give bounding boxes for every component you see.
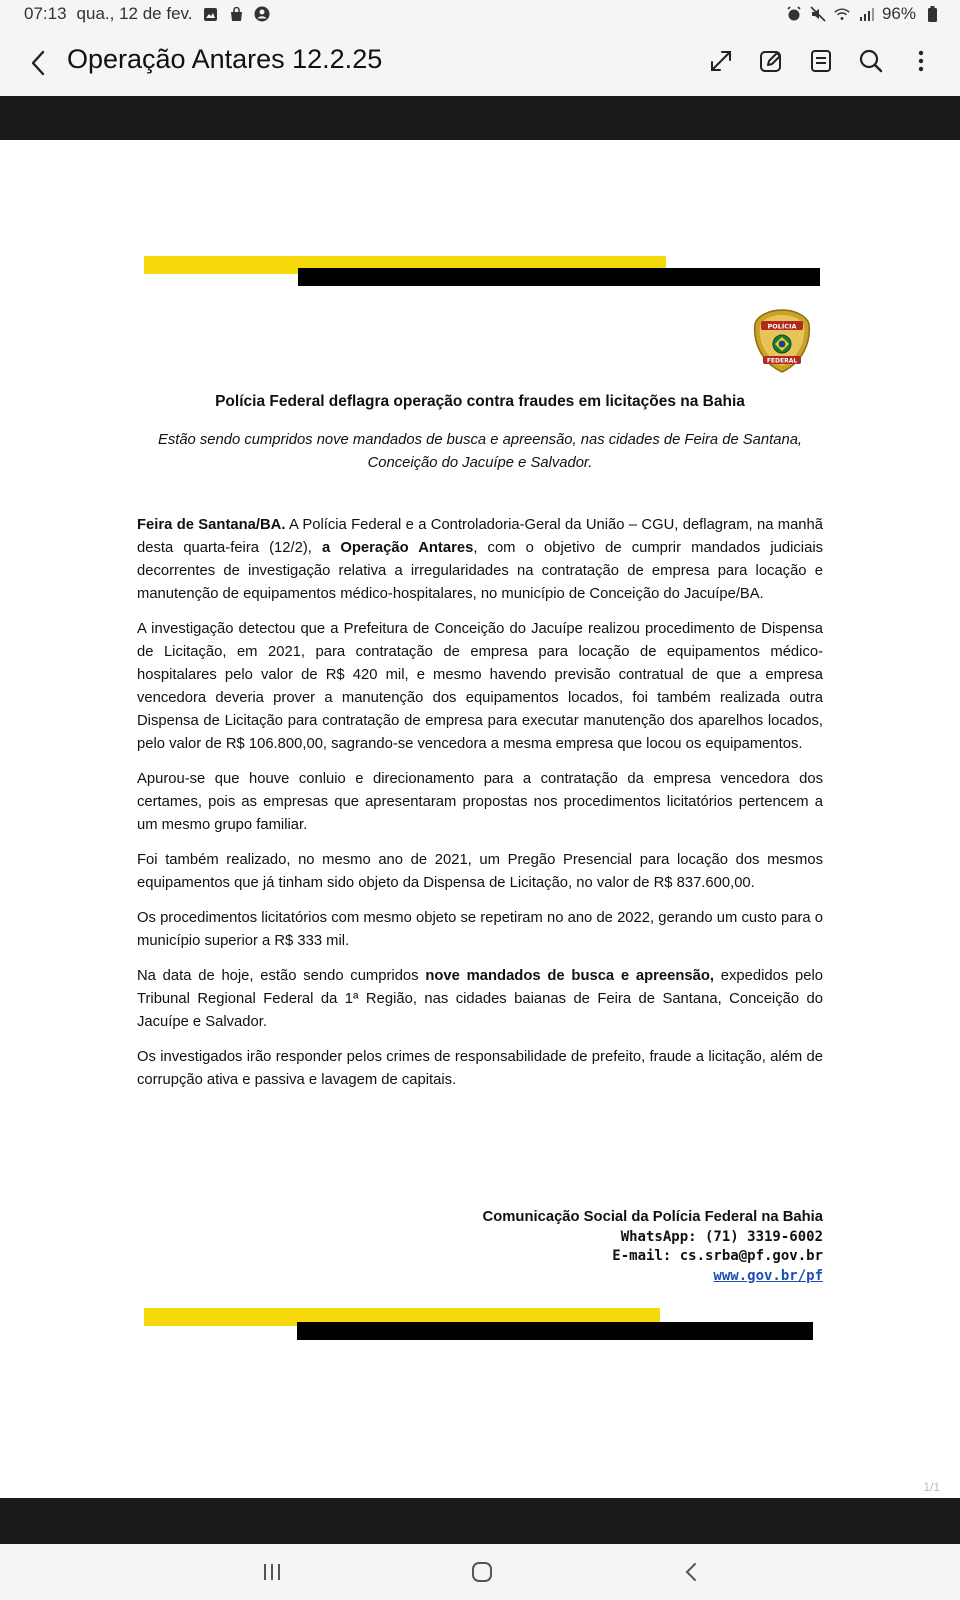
search-icon	[858, 48, 884, 74]
contact-website-link[interactable]: www.gov.br/pf	[713, 1267, 823, 1284]
dateline: Feira de Santana/BA.	[137, 517, 286, 533]
press-release-body	[137, 514, 823, 1104]
operation-name: a Operação Antares	[322, 540, 474, 556]
app-bar	[0, 30, 960, 96]
paragraph-5: Os procedimentos licitatórios com mesmo objeto se repetiram no ano de 2022, gerando um custo para o município superior a R$ 333 mil.	[137, 910, 823, 949]
paragraph-7: Os investigados irão responder pelos crimes de responsabilidade de prefeito, fraude a licitação, além de corrupção ativa e passiva e lavagem de capitais.	[137, 1049, 823, 1088]
paragraph-6: Na data de hoje, estão sendo cumpridos nove mandados de busca e apreensão, expedidos pelo Tribunal Regional Federal da 1ª Região, nas cidades baianas de Feira de Santana, Conceição do Jacuípe e Salvador.	[137, 968, 823, 1030]
footer-black-stripe	[297, 1322, 813, 1340]
system-navigation-bar	[0, 1544, 960, 1600]
paragraph-2: A investigação detectou que a Prefeitura de Conceição do Jacuípe realizou procedimento de Dispensa de Licitação, em 2021, para contratação de empresa para locação de equipamentos médico-hospitalares pelo valor de R$ 420 mil, e mesmo havendo previsão contratual de que a empresa vencedora deveria prover a manutenção dos equipamentos locados, foi também realizada outra Dispensa de Licitação para contratação de empresa para executar manutenção dos aparelhos locados, pelo valor de R$ 106.800,00, sagrando-se vencedora a mesma empresa que locou os equipamentos.	[137, 621, 823, 752]
policia-federal-emblem	[753, 308, 811, 374]
reader-mode-button[interactable]	[806, 46, 836, 76]
alarm-icon	[786, 6, 802, 22]
search-button[interactable]	[856, 46, 886, 76]
header-black-stripe	[298, 268, 820, 286]
status-bar	[0, 0, 960, 30]
edit-button[interactable]	[756, 46, 786, 76]
emblem-top-text: POLÍCIA	[767, 322, 797, 331]
paragraph-4: Foi também realizado, no mesmo ano de 2021, um Pregão Presencial para locação dos mesmos equipamentos que já tinham sido objeto da Dispensa de Licitação, no valor de R$ 837.600,00.	[137, 852, 823, 891]
back-chevron-icon	[680, 1560, 704, 1584]
back-arrow-icon	[24, 46, 54, 80]
recent-apps-button[interactable]	[252, 1556, 292, 1588]
back-button[interactable]	[24, 46, 54, 80]
edit-icon	[758, 48, 784, 74]
more-vertical-icon	[908, 48, 934, 74]
warrants-highlight: nove mandados de busca e apreensão,	[425, 968, 715, 984]
page-indicator: 1/1	[923, 1480, 940, 1494]
status-date: qua., 12 de fev.	[76, 4, 193, 23]
paragraph-3: Apurou-se que houve conluio e direcionamento para a contratação da empresa vencedora dos certames, pois as empresas que apresentaram propostas nos procedimentos licitatórios pertencem a um mesmo grupo familiar.	[137, 771, 823, 833]
status-time: 07:13	[24, 4, 67, 23]
contact-block	[483, 1208, 823, 1286]
press-release-headline: Polícia Federal deflagra operação contra fraudes em licitações na Bahia	[215, 393, 745, 410]
expand-icon	[708, 48, 734, 74]
shopping-bag-icon	[228, 6, 244, 22]
contact-organization: Comunicação Social da Polícia Federal na Bahia	[482, 1209, 823, 1225]
emblem-bottom-text: FEDERAL	[766, 357, 798, 365]
wifi-icon	[834, 6, 850, 22]
document-page	[0, 140, 960, 1498]
mute-icon	[810, 6, 826, 22]
gallery-icon	[202, 6, 218, 22]
contact-whatsapp: WhatsApp: (71) 3319-6002	[620, 1228, 823, 1245]
more-options-button[interactable]	[906, 46, 936, 76]
battery-icon	[924, 6, 940, 22]
battery-level: 96%	[881, 4, 916, 23]
home-icon	[470, 1560, 494, 1584]
paragraph-1: Feira de Santana/BA. A Polícia Federal e a Controladoria-Geral da União – CGU, deflagram, na manhã desta quarta-feira (12/2), a Operação Antares, com o objetivo de cumprir mandados judiciais decorrentes de investigação relativa a irregularidades na contratação de empresa para locação e manutenção de equipamentos médico-hospitalares, no município de Conceição do Jacuípe/BA.	[137, 517, 824, 602]
press-release-subhead: Estão sendo cumpridos nove mandados de busca e apreensão, nas cidades de Feira de Santana, Conceição do Jacuípe e Salvador.	[157, 432, 803, 471]
viewer-toolbar-top	[0, 96, 960, 140]
home-button[interactable]	[462, 1556, 502, 1588]
account-icon	[254, 6, 270, 22]
system-back-button[interactable]	[672, 1556, 712, 1588]
recent-apps-icon	[260, 1562, 284, 1582]
viewer-toolbar-bottom	[0, 1498, 960, 1544]
signal-icon	[858, 6, 874, 22]
document-icon	[808, 48, 834, 74]
expand-button[interactable]	[706, 46, 736, 76]
contact-email: E-mail: cs.srba@pf.gov.br	[612, 1248, 823, 1264]
page-title: Operação Antares 12.2.25	[67, 44, 383, 74]
